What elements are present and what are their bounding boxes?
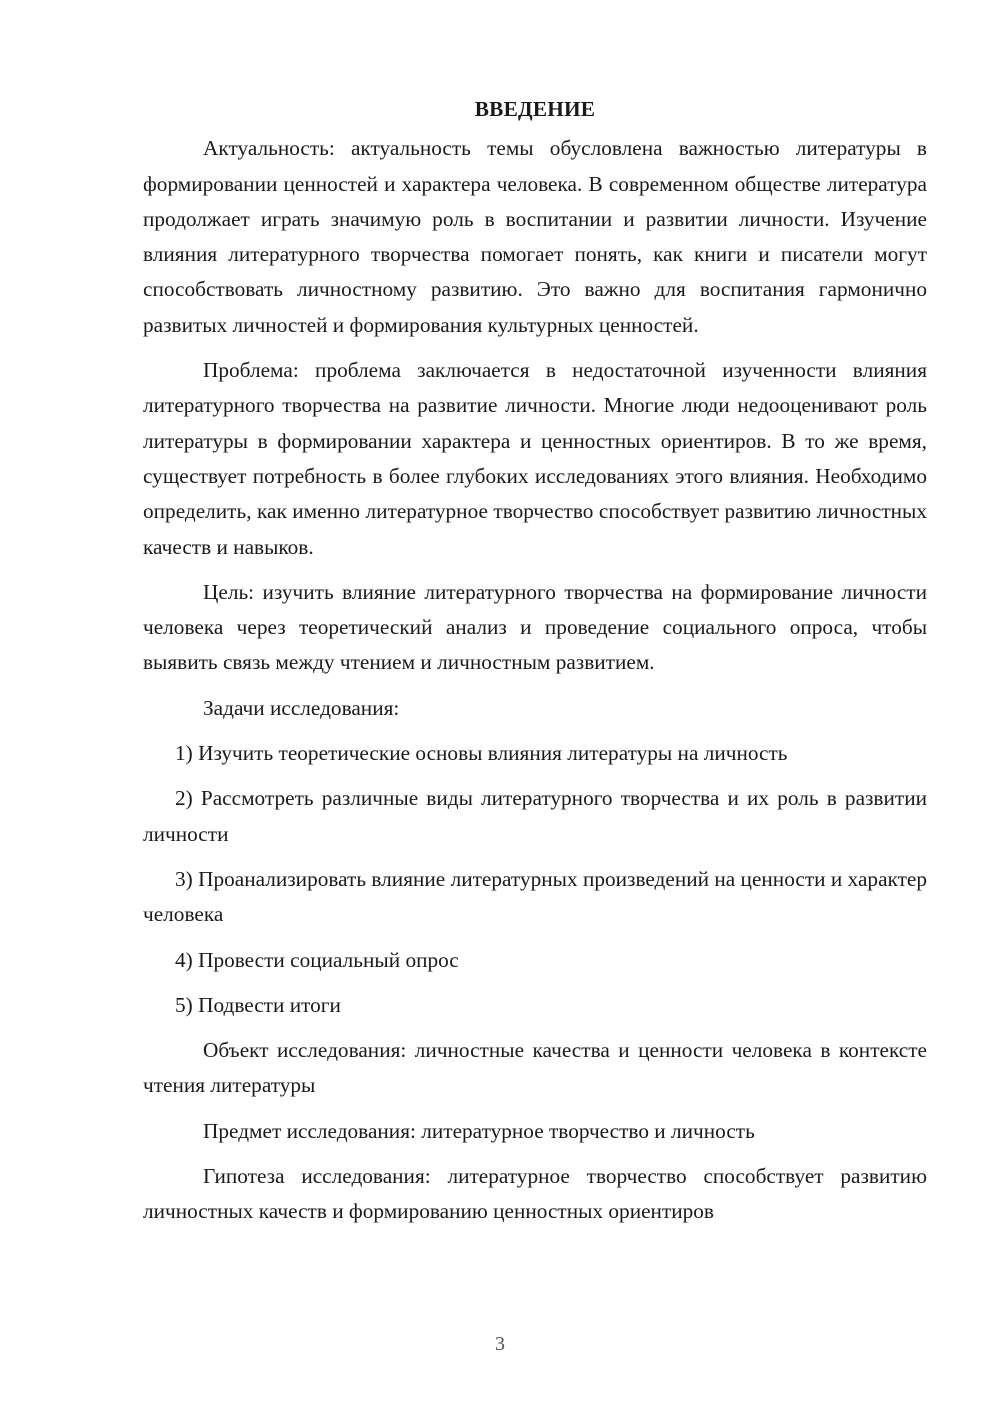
object-paragraph: Объект исследования: личностные качества и ценности человека в контексте чтения литературы [143, 1038, 927, 1098]
task-item-3: 3) Проанализировать влияние литературных произведений на ценности и характер человека [143, 866, 927, 927]
subject-paragraph: Предмет исследования: литературное творчество и личность [203, 1118, 755, 1143]
document-page [143, 92, 927, 1240]
hypothesis-paragraph: Гипотеза исследования: литературное творчество способствует развитию личностных качеств и формированию ценностных ориентиров [143, 1164, 927, 1224]
task-item-4: 4) Провести социальный опрос [175, 947, 459, 972]
goal-paragraph: Цель: изучить влияние литературного творчества на формирование личности человека через теоретический анализ и проведение социального опроса, чтобы выявить связь между чтением и личностным развитием. [143, 579, 927, 675]
relevance-paragraph: Актуальность: актуальность темы обусловлена важностью литературы в формировании ценностей и характера человека. В современном обществе литература продолжает играть значимую роль в воспитании и развитии личности. Изучение влияния литературного творчества помогает понять, как книги и писатели могут способствовать личностному развитию. Это важно для воспитания гармонично развитых личностей и формирования культурных ценностей. [143, 136, 927, 337]
task-item-1: 1) Изучить теоретические основы влияния литературы на личность [175, 741, 788, 766]
page-number: 3 [495, 1333, 505, 1355]
tasks-label: Задачи исследования: [203, 695, 400, 720]
problem-paragraph: Проблема: проблема заключается в недостаточной изученности влияния литературного творчества на развитие личности. Многие люди недооценивают роль литературы в формировании характера и ценностных ориентиров. В то же время, существует потребность в более глубоких исследованиях этого влияния. Необходимо определить, как именно литературное творчество способствует развитию личностных качеств и навыков. [143, 358, 927, 559]
task-item-5: 5) Подвести итоги [175, 992, 341, 1017]
task-item-2: 2) Рассмотреть различные виды литературного творчества и их роль в развитии личности [143, 786, 927, 846]
section-heading: ВВЕДЕНИЕ [474, 97, 596, 121]
